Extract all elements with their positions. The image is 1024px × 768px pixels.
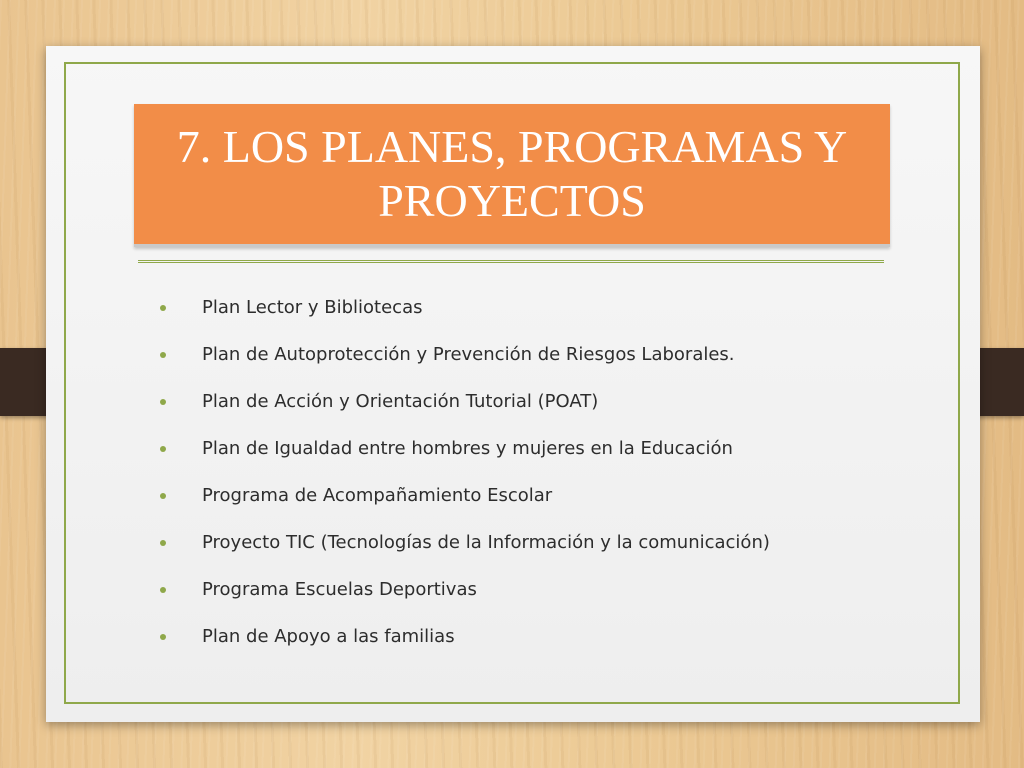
list-item xyxy=(158,519,958,566)
title-banner xyxy=(134,104,890,247)
list-item xyxy=(158,425,958,472)
list-item xyxy=(158,284,958,331)
list-item-text: Programa de Acompañamiento Escolar xyxy=(202,485,553,506)
title-divider xyxy=(138,260,884,263)
bullet-icon xyxy=(160,352,166,358)
list-item-text: Proyecto TIC (Tecnologías de la Información y la comunicación) xyxy=(202,532,770,553)
list-item xyxy=(158,613,958,660)
list-item xyxy=(158,472,958,519)
list-item-text: Plan de Igualdad entre hombres y mujeres en la Educación xyxy=(202,438,733,459)
list-item-text: Plan de Acción y Orientación Tutorial (POAT) xyxy=(202,391,599,412)
list-item xyxy=(158,566,958,613)
slide-title: 7. LOS PLANES, PROGRAMAS Y PROYECTOS xyxy=(176,121,848,226)
bullet-icon xyxy=(160,399,166,405)
bullet-icon xyxy=(160,634,166,640)
list-item-text: Plan de Apoyo a las familias xyxy=(202,626,455,647)
list-item-text: Plan de Autoprotección y Prevención de Riesgos Laborales. xyxy=(202,344,735,365)
bullet-icon xyxy=(160,540,166,546)
slide-card xyxy=(46,46,980,722)
list-item xyxy=(158,331,958,378)
bullet-icon xyxy=(160,446,166,452)
list-item xyxy=(158,378,958,425)
bullet-icon xyxy=(160,305,166,311)
list-item-text: Plan Lector y Bibliotecas xyxy=(202,297,423,318)
bullet-list xyxy=(158,284,958,660)
bullet-icon xyxy=(160,493,166,499)
bullet-icon xyxy=(160,587,166,593)
list-item-text: Programa Escuelas Deportivas xyxy=(202,579,477,600)
